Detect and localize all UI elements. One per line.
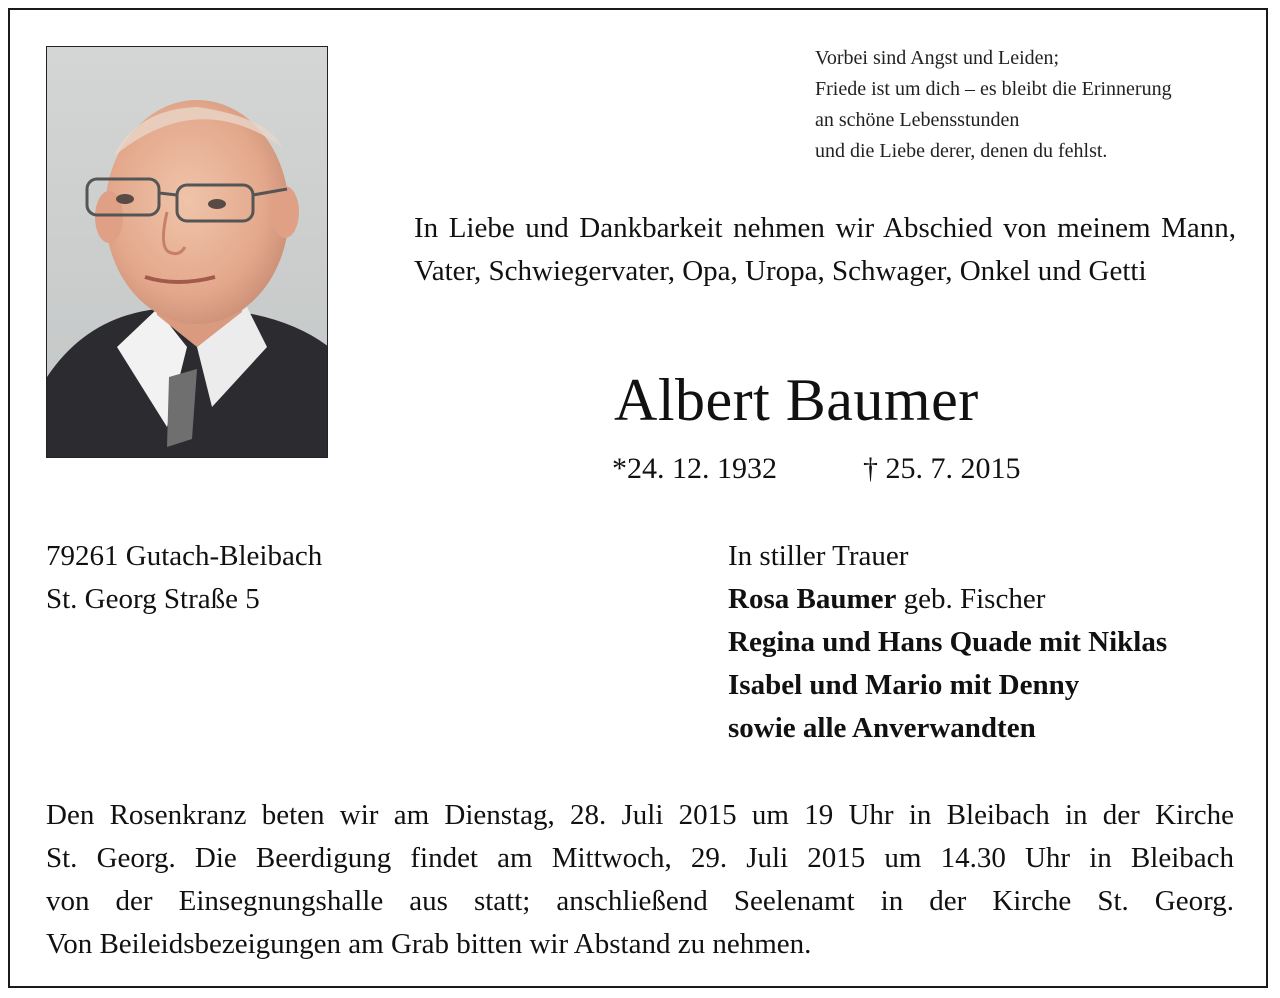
service-line: St. Georg. Die Beerdigung findet am Mittwoch, 29. Juli 2015 um 14.30 Uhr in Bleibach	[46, 842, 1234, 874]
poem-line: Friede ist um dich – es bleibt die Erinnerung	[815, 78, 1172, 100]
poem-line: an schöne Lebensstunden	[815, 109, 1020, 131]
poem-line: und die Liebe derer, denen du fehlst.	[815, 140, 1108, 162]
death-date: † 25. 7. 2015	[863, 452, 1021, 485]
mourners-block	[728, 535, 1167, 750]
birth-date: *24. 12. 1932	[612, 452, 777, 485]
address-line: 79261 Gutach-Bleibach	[46, 540, 323, 572]
service-line: Von Beileidsbezeigungen am Grab bitten wir Abstand zu nehmen.	[46, 928, 812, 960]
wife-note: geb. Fischer	[896, 583, 1046, 615]
mourner-line: Regina und Hans Quade mit Niklas	[728, 626, 1168, 658]
address-block	[46, 535, 322, 621]
service-info	[46, 794, 1234, 966]
wife-name: Rosa Baumer	[728, 583, 897, 615]
service-line: Den Rosenkranz beten wir am Dienstag, 28. Juli 2015 um 19 Uhr in Bleibach in der Kirche	[46, 799, 1234, 831]
portrait-photo	[46, 46, 328, 458]
poem	[815, 43, 1172, 167]
mourner-wife	[728, 578, 1167, 621]
mourners-heading: In stiller Trauer	[728, 540, 909, 572]
service-line: von der Einsegnungshalle aus statt; anschließend Seelenamt in der Kirche St. Georg.	[46, 885, 1234, 917]
intro-text: In Liebe und Dankbarkeit nehmen wir Abschied von meinem Mann, Vater, Schwiegervater, Opa, Uropa, Schwager, Onkel und Getti	[414, 212, 1236, 287]
mourner-line: Isabel und Mario mit Denny	[728, 669, 1080, 701]
deceased-name: Albert Baumer	[614, 367, 979, 433]
mourner-line: sowie alle Anverwandten	[728, 712, 1036, 744]
poem-line: Vorbei sind Angst und Leiden;	[815, 47, 1060, 69]
address-line: St. Georg Straße 5	[46, 583, 260, 615]
